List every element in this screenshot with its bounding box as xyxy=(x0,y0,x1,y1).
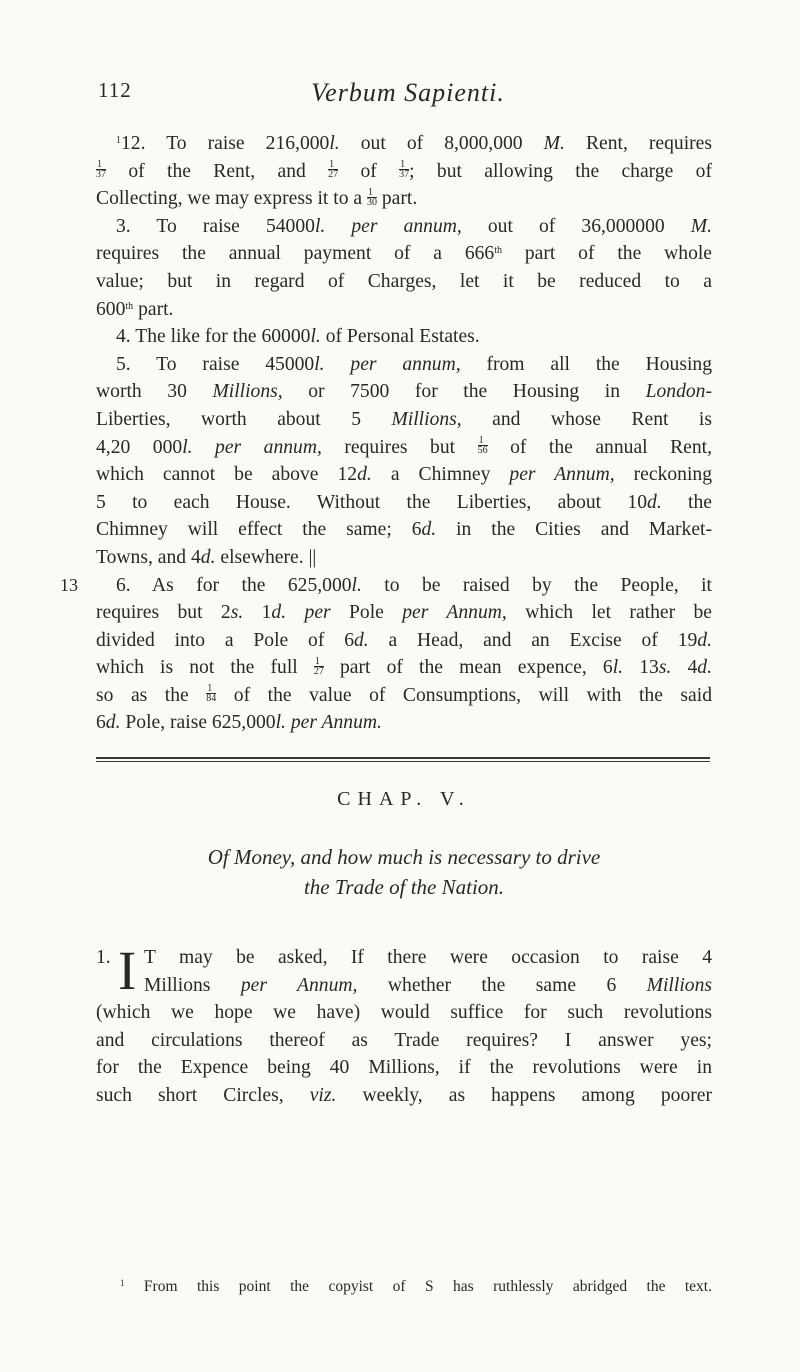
drop-cap: I xyxy=(118,940,137,1001)
text-line: for the Expence being 40 Millions, if the revolutions were in xyxy=(96,1057,712,1079)
text-line: Collecting, we may express it to a $\frac{1}{30}$ part. xyxy=(96,186,418,210)
text-line: 6d. Pole, raise 625,000l. per Annum. xyxy=(96,712,382,734)
text-line: $\frac{1}{37}$ of the Rent, and $\frac{1}{27}$ of $\frac{1}{37}$ ; but allowing the charge of xyxy=(96,159,712,182)
text-line: requires the annual payment of a 666th part of the whole xyxy=(96,243,713,265)
text-line: value; but in regard of Charges, let it be reduced to a xyxy=(96,270,712,292)
section-divider xyxy=(96,757,710,759)
chapter-text xyxy=(96,940,712,1110)
chapter-heading: CHAP. V. xyxy=(337,788,471,810)
text-line: and circulations thereof as Trade requires? I answer yes; xyxy=(96,1029,712,1051)
text-line: 13 6. As for the 625,000l. to be raised by the People, it xyxy=(96,572,712,600)
text-line: Liberties, worth about 5 Millions, and whose Rent is xyxy=(96,408,712,430)
chapter-subtitle: Of Money, and how much is necessary to drive the Trade of the Nation. xyxy=(207,845,601,899)
text-line: which cannot be above 12d. a Chimney per Annum, reckoning xyxy=(96,464,712,486)
main-text xyxy=(60,130,713,737)
text-line: $^1$12. To raise 216,000l. out of 8,000,000 M. Rent, requires xyxy=(116,133,712,154)
text-line: 3. To raise 54000l. per annum, out of 36,000000 M. xyxy=(116,215,712,237)
text-line: Chimney will effect the same; 6d. in the Cities and Market- xyxy=(96,519,712,541)
text-line: 1. T may be asked, If there were occasion to raise 4 xyxy=(96,947,712,968)
text-line: which is not the full $\frac{1}{27}$ part of the mean expence, 6l. 13s. 4d. xyxy=(96,655,712,679)
text-line: worth 30 Millions, or 7500 for the Housing in London- xyxy=(96,381,713,403)
section-marker: || xyxy=(308,546,317,568)
margin-page-ref: 13 xyxy=(60,574,78,595)
text-line: 4. The like for the 60000l. of Personal Estates. xyxy=(116,326,480,348)
running-title: Verbum Sapienti. xyxy=(311,78,505,107)
footnote: $^1$ From this point the copyist of S has ruthlessly abridged the text. xyxy=(120,1278,712,1295)
text-line: 5 to each House. Without the Liberties, about 10d. the xyxy=(96,491,712,513)
text-line: requires but 2s. 1d. per Pole per Annum, which let rather be xyxy=(96,602,712,624)
page-number: 112 xyxy=(98,78,132,102)
fraction: $\frac{1}{37}$ xyxy=(96,159,106,181)
fraction: $\frac{1}{56}$ xyxy=(477,435,488,457)
fraction: $\frac{1}{27}$ xyxy=(328,159,339,181)
text-line: divided into a Pole of 6d. a Head, and an Excise of 19d. xyxy=(96,629,712,651)
text-line: Millions per Annum, whether the same 6 Millions xyxy=(144,974,712,996)
text-line: 5. To raise 45000l. per annum, from all the Housing xyxy=(116,353,712,375)
text-line: so as the $\frac{1}{84}$ of the value of Consumptions, will with the said xyxy=(96,683,712,706)
text-line: (which we hope we have) would suffice for such revolutions xyxy=(96,1002,712,1024)
footnote-ref: 1 xyxy=(116,135,121,146)
fraction: $\frac{1}{37}$ xyxy=(399,159,410,181)
text-line: 4,20 000l. per annum, requires but $\frac{1}{56}$ of the annual Rent, xyxy=(96,435,712,458)
fraction: $\frac{1}{27}$ xyxy=(313,655,324,677)
fraction: $\frac{1}{30}$ xyxy=(366,186,377,208)
fraction: $\frac{1}{84}$ xyxy=(206,683,217,705)
text-line: 600th part. xyxy=(96,298,174,320)
page-header xyxy=(98,78,718,118)
text-line: Towns, and 4d. elsewhere. || xyxy=(96,546,317,568)
text-line: such short Circles, viz. weekly, as happens among poorer xyxy=(96,1084,712,1106)
